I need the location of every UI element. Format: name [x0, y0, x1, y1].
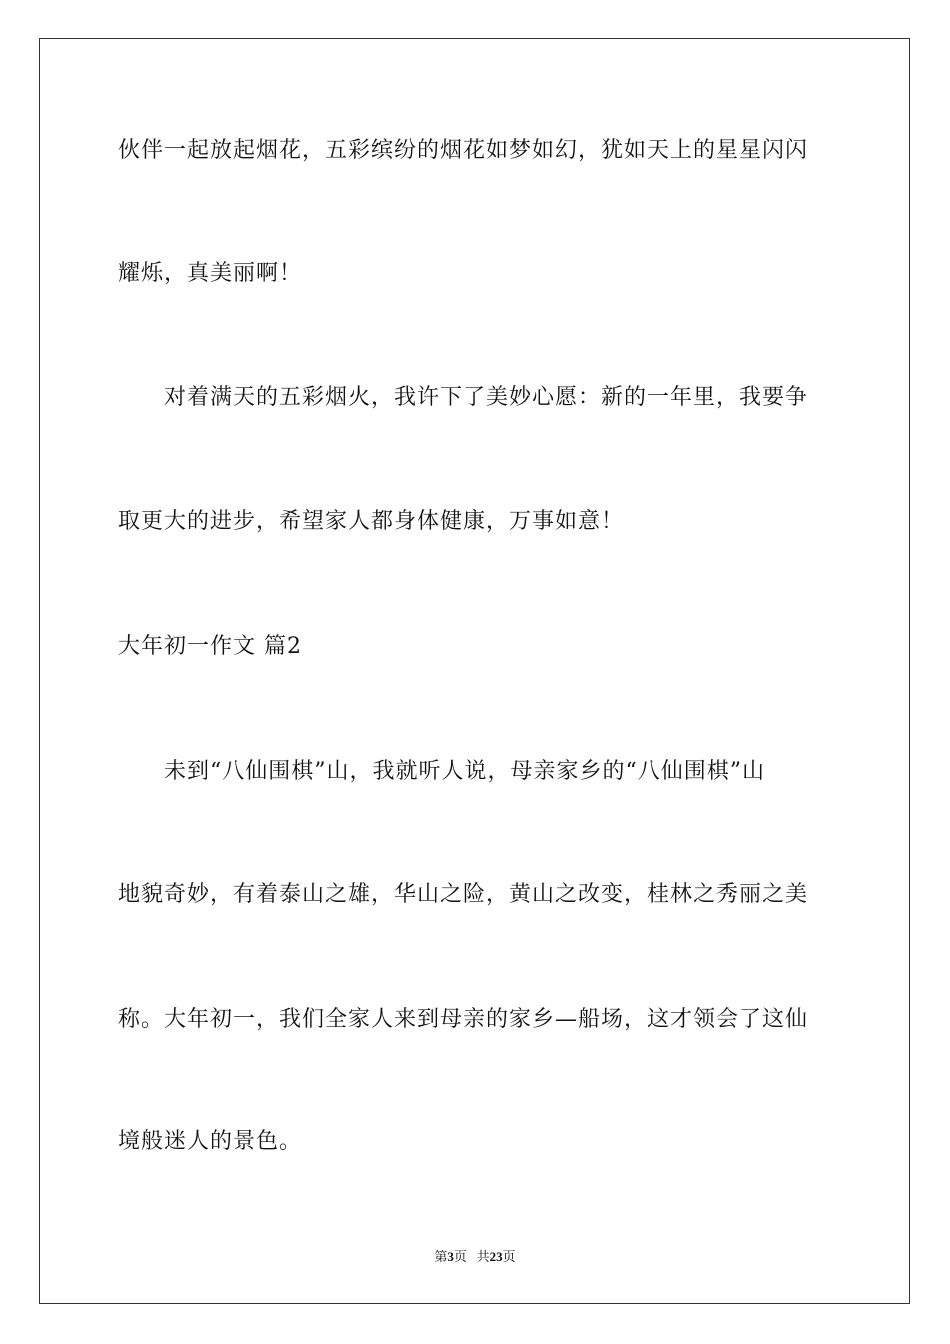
paragraph-line: 地貌奇妙，有着泰山之雄，华山之险，黄山之改变，桂林之秀丽之美: [118, 882, 809, 907]
footer-total-suffix: 页: [502, 1249, 516, 1264]
paragraph-line: 称。大年初一，我们全家人来到母亲的家乡—船场，这才领会了这仙: [118, 1007, 809, 1032]
footer-total-prefix: 共: [476, 1249, 490, 1264]
total-page-count: 23: [489, 1249, 503, 1264]
section-heading: 大年初一作文 篇2: [118, 634, 302, 659]
footer-page-suffix: 页: [453, 1249, 467, 1264]
current-page-number: 3: [447, 1249, 454, 1264]
paragraph-line: 未到“八仙围棋”山，我就听人说，母亲家乡的“八仙围棋”山: [164, 759, 765, 784]
paragraph-line: 伙伴一起放起烟花，五彩缤纷的烟花如梦如幻，犹如天上的星星闪闪: [118, 138, 809, 163]
paragraph-line: 取更大的进步，希望家人都身体健康，万事如意！: [118, 509, 625, 534]
footer-prefix: 第: [434, 1249, 448, 1264]
page-footer: [0, 1248, 950, 1266]
paragraph-line: 境般迷人的景色。: [118, 1129, 303, 1154]
paragraph-line: 对着满天的五彩烟火，我许下了美妙心愿：新的一年里，我要争: [164, 385, 809, 410]
page-border: [39, 38, 910, 1304]
paragraph-line: 耀烁，真美丽啊！: [118, 261, 303, 286]
